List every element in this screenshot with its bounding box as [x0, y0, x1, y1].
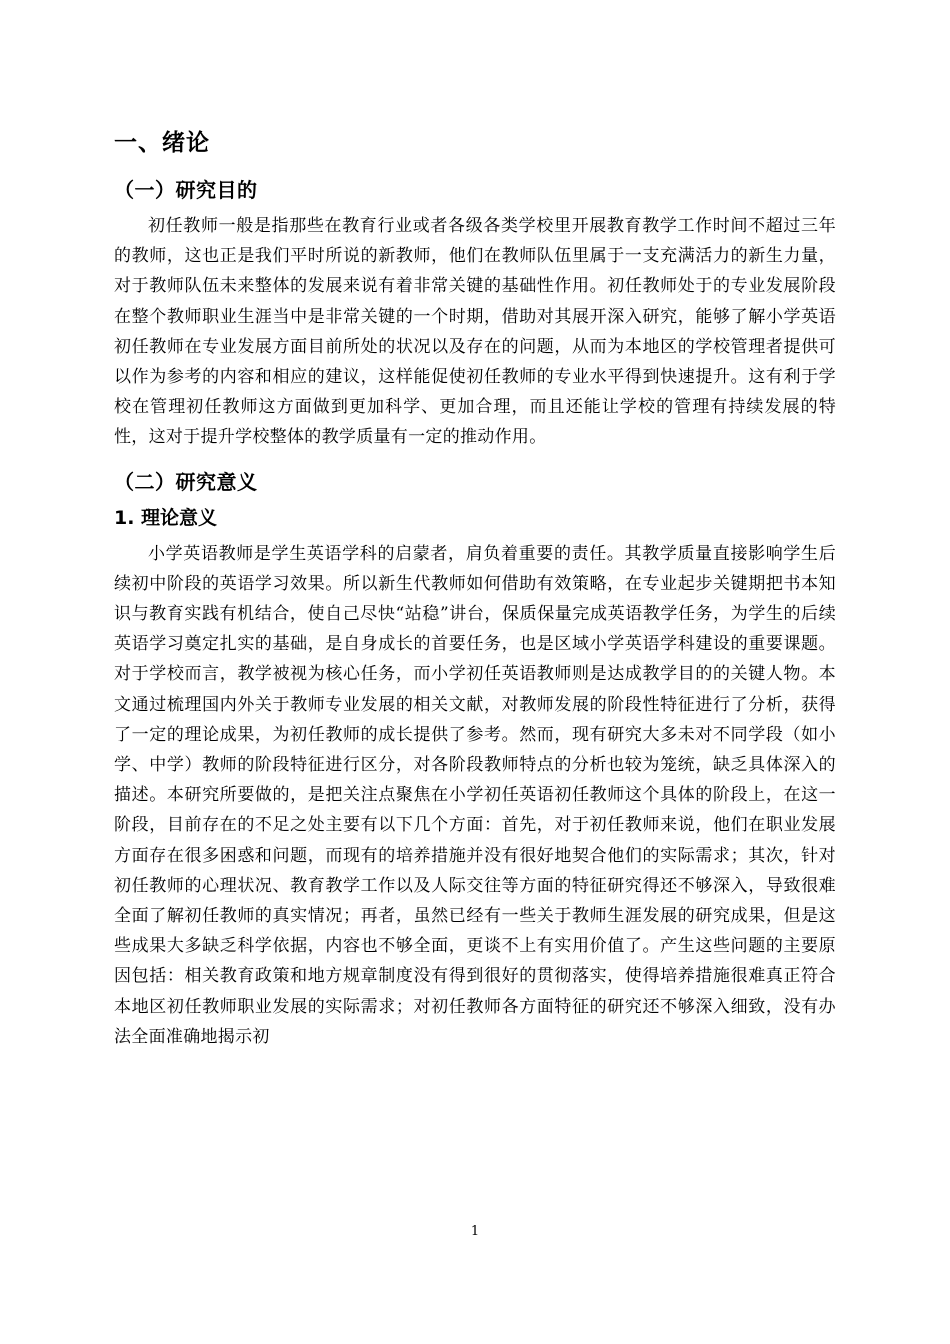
- subsection-title-theory: 1. 理论意义: [114, 506, 218, 529]
- paragraph-theory: 小学英语教师是学生英语学科的启蒙者，肩负着重要的责任。其教学质量直接影响学生后续初中阶段的英语学习效果。所以新生代教师如何借助有效策略，在专业起步关键期把书本知识与教育实践有机结合，使自己尽快“站稳”讲台，保质保量完成英语教学任务，为学生的后续英语学习奠定扎实的基础，是自身成长的首要任务，也是区域小学英语学科建设的重要课题。对于学校而言，教学被视为核心任务，而小学初任英语教师则是达成教学目的的关键人物。本文通过梳理国内外关于教师专业发展的相关文献，对教师发展的阶段性特征进行了分析，获得了一定的理论成果，为初任教师的成长提供了参考。然而，现有研究大多未对不同学段（如小学、中学）教师的阶段特征进行区分，对各阶段教师特点的分析也较为笼统，缺乏具体深入的描述。本研究所要做的，是把关注点聚焦在小学初任英语初任教师这个具体的阶段上，在这一阶段，目前存在的不足之处主要有以下几个方面：首先，对于初任教师来说，他们在职业发展方面存在很多困惑和问题，而现有的培养措施并没有很好地契合他们的实际需求；其次，针对初任教师的心理状况、教育教学工作以及人际交往等方面的特征研究得还不够深入，导致很难全面了解初任教师的真实情况；再者，虽然已经有一些关于教师生涯发展的研究成果，但是这些成果大多缺乏科学依据，内容也不够全面，更谈不上有实用价值了。产生这些问题的主要原因包括：相关教育政策和地方规章制度没有得到很好的贯彻落实，使得培养措施很难真正符合本地区初任教师职业发展的实际需求；对初任教师各方面特征的研究还不够深入细致，没有办法全面准确地揭示初: [114, 543, 836, 1047]
- section-title-purpose: （一）研究目的: [114, 178, 258, 202]
- page-number: 1: [470, 1224, 480, 1239]
- page-content: [114, 123, 836, 1066]
- chapter-title: 一、绪论: [114, 130, 210, 156]
- section-title-significance: （二）研究意义: [114, 469, 258, 494]
- paragraph-purpose: 初任教师一般是指那些在教育行业或者各级各类学校里开展教育教学工作时间不超过三年的教师，这也正是我们平时所说的新教师，他们在教师队伍里属于一支充满活力的新生力量，对于教师队伍未来整体的发展来说有着非常关键的基础性作用。初任教师处于的专业发展阶段在整个教师职业生涯当中是非常关键的一个时期，借助对其展开深入研究，能够了解小学英语初任教师在专业发展方面目前所处的状况以及存在的问题，从而为本地区的学校管理者提供可以作为参考的内容和相应的建议，这样能促使初任教师的专业水平得到快速提升。这有利于学校在管理初任教师这方面做到更加科学、更加合理，而且还能让学校的管理有持续发展的特性，这对于提升学校整体的教学质量有一定的推动作用。: [114, 216, 836, 448]
